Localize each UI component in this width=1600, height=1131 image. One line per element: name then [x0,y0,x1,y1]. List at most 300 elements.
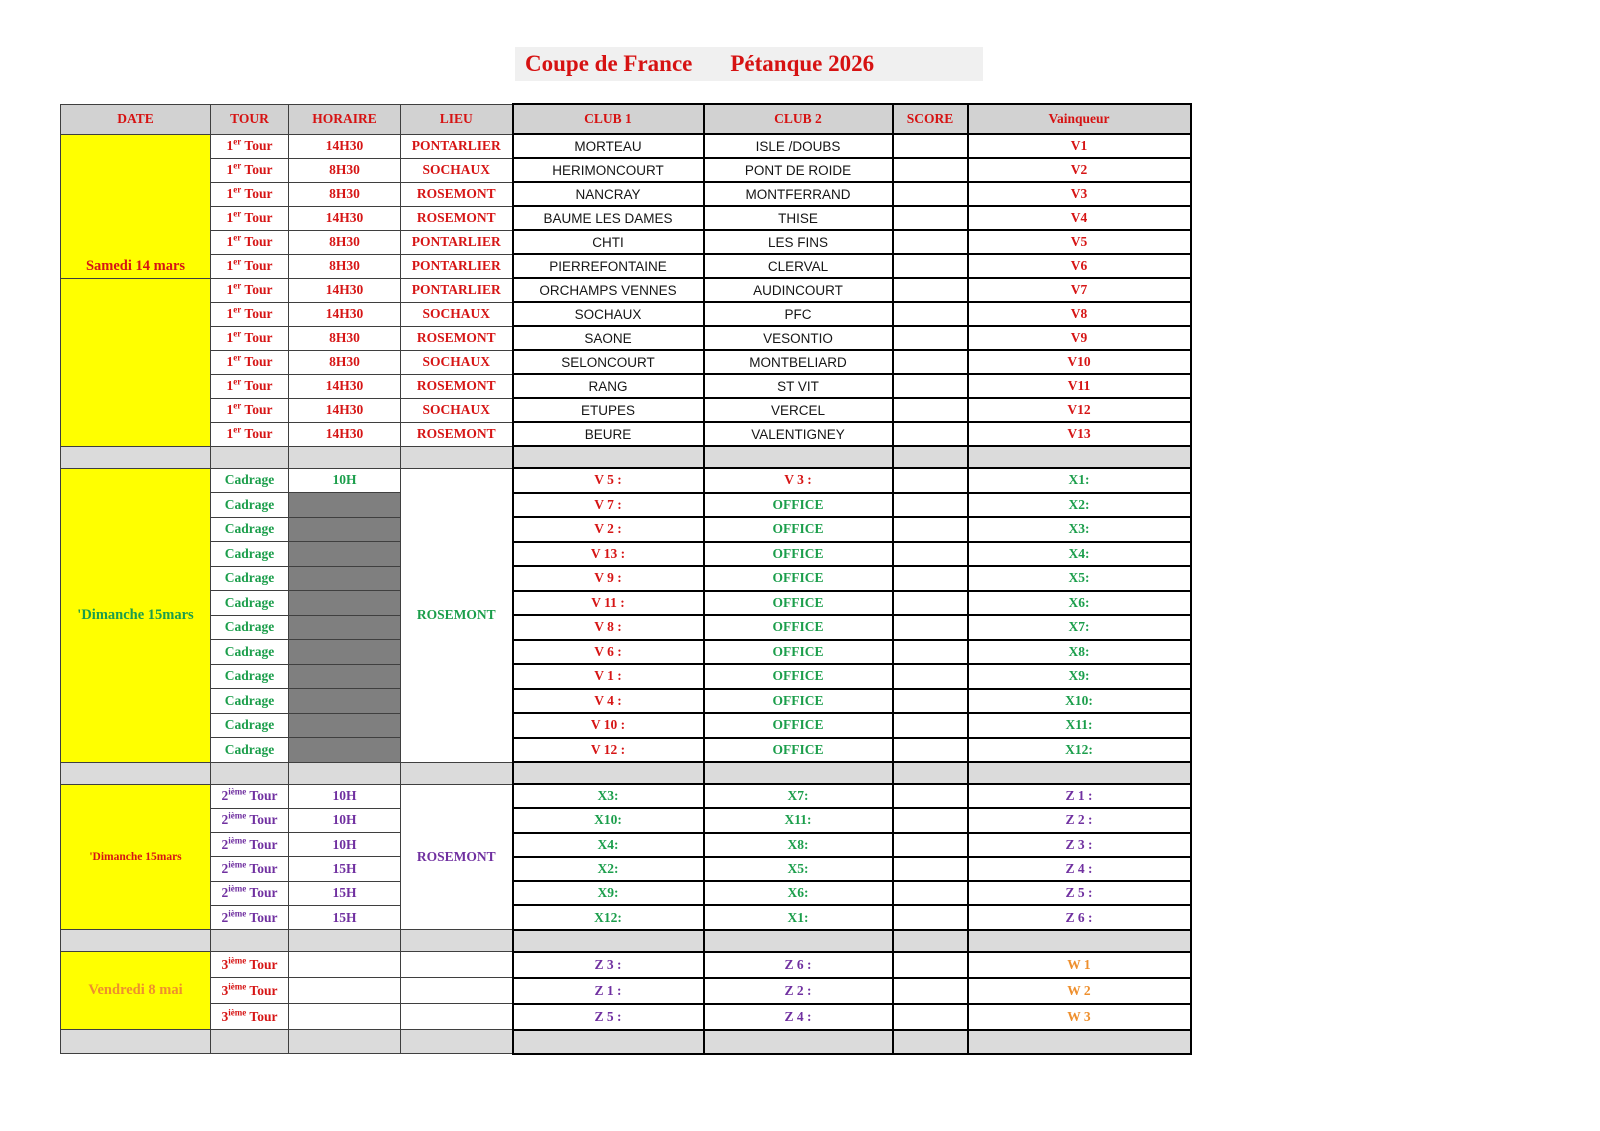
vainqueur-cell: V1 [968,134,1191,158]
title-left: Coupe de France [525,51,693,76]
tour-cell: 1er Tour [211,254,289,278]
lieu-cell: PONTARLIER [401,134,513,158]
separator-cell [211,762,289,784]
tour-cell: Cadrage [211,738,289,763]
tour-cell: 3ième Tour [211,952,289,978]
vainqueur-cell: V11 [968,374,1191,398]
score-cell [893,738,968,763]
header-cell-lieu: LIEU [401,104,513,134]
vainqueur-cell: V12 [968,398,1191,422]
table-row [61,640,1191,665]
club2-cell: THISE [704,206,893,230]
horaire-cell: 15H [289,857,401,881]
tour-cell: Cadrage [211,468,289,493]
tour-cell: Cadrage [211,591,289,616]
horaire-cell: 14H30 [289,398,401,422]
club1-cell: V 4 : [513,689,704,714]
header-cell-date: DATE [61,104,211,134]
club1-cell: X10: [513,808,704,832]
club1-cell: V 13 : [513,542,704,567]
club1-cell: X9: [513,881,704,905]
horaire-cell: 10H [289,833,401,857]
club2-cell: OFFICE [704,640,893,665]
date-cell: 'Dimanche 15mars [61,468,211,762]
lieu-cell: ROSEMONT [401,374,513,398]
lieu-cell: PONTARLIER [401,254,513,278]
score-cell [893,689,968,714]
vainqueur-cell: X5: [968,566,1191,591]
score-cell [893,566,968,591]
club1-cell: MORTEAU [513,134,704,158]
lieu-cell: ROSEMONT [401,784,513,930]
horaire-cell [289,952,401,978]
tour-cell: 2ième Tour [211,905,289,929]
tour-cell: 2ième Tour [211,833,289,857]
club2-cell: OFFICE [704,517,893,542]
club1-cell: V 10 : [513,713,704,738]
tour-cell: Cadrage [211,517,289,542]
horaire-cell: 14H30 [289,206,401,230]
table-row [61,566,1191,591]
club1-cell: Z 3 : [513,952,704,978]
club2-cell: X5: [704,857,893,881]
table-row [61,784,1191,808]
header-cell-horaire: HORAIRE [289,104,401,134]
club2-cell: VERCEL [704,398,893,422]
vainqueur-cell: X8: [968,640,1191,665]
separator-cell [211,1030,289,1054]
club1-cell: Z 5 : [513,1004,704,1030]
score-cell [893,952,968,978]
score-cell [893,398,968,422]
club1-cell: X4: [513,833,704,857]
table-row [61,468,1191,493]
vainqueur-cell: W 1 [968,952,1191,978]
score-cell [893,278,968,302]
separator-cell [968,762,1191,784]
title-right: Pétanque 2026 [730,51,875,76]
horaire-cell: 10H [289,808,401,832]
table-row [61,326,1191,350]
club2-cell: ST VIT [704,374,893,398]
page-title [515,47,983,81]
club2-cell: X7: [704,784,893,808]
horaire-cell [289,978,401,1004]
lieu-cell: PONTARLIER [401,278,513,302]
separator-cell [893,762,968,784]
vainqueur-cell: V5 [968,230,1191,254]
separator-cell [211,930,289,952]
separator-cell [61,762,211,784]
horaire-cell: 15H [289,881,401,905]
club2-cell: V 3 : [704,468,893,493]
table-row [61,254,1191,278]
score-cell [893,350,968,374]
table-row [61,302,1191,326]
separator-row [61,762,1191,784]
separator-cell [289,930,401,952]
tour-cell: 1er Tour [211,158,289,182]
horaire-cell: 8H30 [289,230,401,254]
separator-cell [968,930,1191,952]
club2-cell: PFC [704,302,893,326]
tour-cell: 1er Tour [211,206,289,230]
club2-cell: X11: [704,808,893,832]
vainqueur-cell: Z 6 : [968,905,1191,929]
club2-cell: MONTBELIARD [704,350,893,374]
separator-cell [893,1030,968,1054]
lieu-cell: SOCHAUX [401,350,513,374]
separator-cell [704,446,893,468]
score-cell [893,808,968,832]
score-cell [893,713,968,738]
horaire-cell: 14H30 [289,278,401,302]
club1-cell: X2: [513,857,704,881]
club1-cell: V 5 : [513,468,704,493]
table-row [61,206,1191,230]
table-row [61,713,1191,738]
table-row [61,591,1191,616]
club1-cell: ORCHAMPS VENNES [513,278,704,302]
tour-cell: 3ième Tour [211,978,289,1004]
vainqueur-cell: Z 1 : [968,784,1191,808]
separator-cell [513,446,704,468]
club1-cell: SOCHAUX [513,302,704,326]
score-cell [893,254,968,278]
club2-cell: VESONTIO [704,326,893,350]
vainqueur-cell: X10: [968,689,1191,714]
lieu-cell: ROSEMONT [401,206,513,230]
tour-cell: 2ième Tour [211,808,289,832]
club1-cell: SELONCOURT [513,350,704,374]
horaire-cell: 8H30 [289,158,401,182]
header-cell-tour: TOUR [211,104,289,134]
club2-cell: OFFICE [704,493,893,518]
horaire-cell: 15H [289,905,401,929]
tour-cell: Cadrage [211,493,289,518]
vainqueur-cell: V13 [968,422,1191,446]
lieu-cell: ROSEMONT [401,182,513,206]
tour-cell: Cadrage [211,640,289,665]
tour-cell: Cadrage [211,689,289,714]
score-cell [893,493,968,518]
table-row [61,1004,1191,1030]
club1-cell: NANCRAY [513,182,704,206]
date-cell: 'Dimanche 15mars [61,784,211,930]
table-row [61,350,1191,374]
score-cell [893,833,968,857]
vainqueur-cell: V3 [968,182,1191,206]
separator-cell [401,930,513,952]
vainqueur-cell: X2: [968,493,1191,518]
vainqueur-cell: X6: [968,591,1191,616]
score-cell [893,158,968,182]
tour-cell: 2ième Tour [211,857,289,881]
club1-cell: X12: [513,905,704,929]
tour-cell: 1er Tour [211,326,289,350]
table-row [61,905,1191,929]
horaire-cell [289,591,401,616]
table-row [61,978,1191,1004]
vainqueur-cell: Z 2 : [968,808,1191,832]
separator-cell [401,1030,513,1054]
horaire-cell: 8H30 [289,182,401,206]
score-cell [893,206,968,230]
table-row [61,493,1191,518]
vainqueur-cell: X4: [968,542,1191,567]
score-cell [893,134,968,158]
vainqueur-cell: V8 [968,302,1191,326]
separator-row [61,930,1191,952]
club2-cell: X8: [704,833,893,857]
score-cell [893,468,968,493]
horaire-cell [289,493,401,518]
club2-cell: PONT DE ROIDE [704,158,893,182]
club2-cell: Z 2 : [704,978,893,1004]
table-row [61,664,1191,689]
date-cell: Samedi 14 mars [61,134,211,278]
club2-cell: X6: [704,881,893,905]
horaire-cell [289,1004,401,1030]
club1-cell: V 7 : [513,493,704,518]
vainqueur-cell: Z 3 : [968,833,1191,857]
club2-cell: OFFICE [704,566,893,591]
tour-cell: 1er Tour [211,182,289,206]
club2-cell: OFFICE [704,738,893,763]
vainqueur-cell: X9: [968,664,1191,689]
tour-cell: Cadrage [211,615,289,640]
club1-cell: HERIMONCOURT [513,158,704,182]
separator-cell [704,1030,893,1054]
table-row [61,422,1191,446]
table-row [61,517,1191,542]
separator-cell [513,1030,704,1054]
score-cell [893,978,968,1004]
club1-cell: ETUPES [513,398,704,422]
club1-cell: RANG [513,374,704,398]
horaire-cell [289,689,401,714]
club1-cell: V 11 : [513,591,704,616]
separator-cell [513,930,704,952]
club2-cell: ISLE /DOUBS [704,134,893,158]
score-cell [893,302,968,326]
horaire-cell [289,738,401,763]
vainqueur-cell: V4 [968,206,1191,230]
club1-cell: Z 1 : [513,978,704,1004]
table-row [61,374,1191,398]
separator-cell [61,446,211,468]
score-cell [893,326,968,350]
score-cell [893,591,968,616]
separator-cell [968,446,1191,468]
club1-cell: BEURE [513,422,704,446]
tour-cell: Cadrage [211,542,289,567]
horaire-cell [289,566,401,591]
separator-cell [704,930,893,952]
tour-cell: 1er Tour [211,278,289,302]
vainqueur-cell: X1: [968,468,1191,493]
score-cell [893,1004,968,1030]
separator-cell [893,446,968,468]
club2-cell: OFFICE [704,713,893,738]
tour-cell: 2ième Tour [211,881,289,905]
vainqueur-cell: Z 5 : [968,881,1191,905]
horaire-cell [289,615,401,640]
table-row [61,738,1191,763]
tour-cell: 1er Tour [211,398,289,422]
horaire-cell: 14H30 [289,422,401,446]
score-cell [893,517,968,542]
horaire-cell: 8H30 [289,350,401,374]
separator-cell [289,446,401,468]
vainqueur-cell: X7: [968,615,1191,640]
table-row [61,230,1191,254]
tour-cell: Cadrage [211,713,289,738]
score-cell [893,182,968,206]
club1-cell: V 12 : [513,738,704,763]
score-cell [893,905,968,929]
score-cell [893,640,968,665]
lieu-cell: SOCHAUX [401,398,513,422]
tour-cell: 1er Tour [211,350,289,374]
score-cell [893,615,968,640]
club1-cell: V 8 : [513,615,704,640]
table-row [61,689,1191,714]
tour-cell: 3ième Tour [211,1004,289,1030]
separator-cell [61,930,211,952]
table-row [61,278,1191,302]
horaire-cell: 14H30 [289,134,401,158]
score-cell [893,374,968,398]
score-cell [893,422,968,446]
separator-cell [401,446,513,468]
horaire-cell [289,517,401,542]
table-row [61,542,1191,567]
club2-cell: LES FINS [704,230,893,254]
vainqueur-cell: V10 [968,350,1191,374]
lieu-cell: ROSEMONT [401,326,513,350]
club2-cell: VALENTIGNEY [704,422,893,446]
header-cell-club2: CLUB 2 [704,104,893,134]
club2-cell: X1: [704,905,893,929]
separator-cell [704,762,893,784]
date-cell: Vendredi 8 mai [61,952,211,1030]
header-cell-club1: CLUB 1 [513,104,704,134]
horaire-cell: 8H30 [289,254,401,278]
horaire-cell [289,664,401,689]
vainqueur-cell: W 3 [968,1004,1191,1030]
separator-cell [61,1030,211,1054]
lieu-cell [401,978,513,1004]
club2-cell: AUDINCOURT [704,278,893,302]
table-row [61,398,1191,422]
vainqueur-cell: V7 [968,278,1191,302]
separator-cell [893,930,968,952]
score-cell [893,664,968,689]
score-cell [893,857,968,881]
tour-cell: Cadrage [211,664,289,689]
lieu-cell: ROSEMONT [401,422,513,446]
table-row [61,952,1191,978]
horaire-cell [289,640,401,665]
separator-row [61,1030,1191,1054]
table-row [61,857,1191,881]
separator-cell [513,762,704,784]
score-cell [893,784,968,808]
tour-cell: 2ième Tour [211,784,289,808]
horaire-cell: 14H30 [289,302,401,326]
tour-cell: 1er Tour [211,374,289,398]
tour-cell: 1er Tour [211,422,289,446]
vainqueur-cell: X12: [968,738,1191,763]
club2-cell: MONTFERRAND [704,182,893,206]
tour-cell: 1er Tour [211,230,289,254]
club2-cell: OFFICE [704,615,893,640]
vainqueur-cell: V9 [968,326,1191,350]
header-cell-score: SCORE [893,104,968,134]
score-cell [893,881,968,905]
table-row [61,134,1191,158]
club2-cell: OFFICE [704,689,893,714]
tour-cell: 1er Tour [211,134,289,158]
vainqueur-cell: W 2 [968,978,1191,1004]
horaire-cell: 10H [289,784,401,808]
horaire-cell: 10H [289,468,401,493]
date-cell [61,278,211,446]
club1-cell: PIERREFONTAINE [513,254,704,278]
vainqueur-cell: V6 [968,254,1191,278]
horaire-cell [289,542,401,567]
vainqueur-cell: X11: [968,713,1191,738]
club1-cell: V 6 : [513,640,704,665]
separator-cell [211,446,289,468]
club2-cell: OFFICE [704,591,893,616]
table-row [61,182,1191,206]
separator-cell [289,1030,401,1054]
table-row [61,615,1191,640]
club1-cell: V 9 : [513,566,704,591]
club2-cell: Z 4 : [704,1004,893,1030]
vainqueur-cell: X3: [968,517,1191,542]
table-row [61,808,1191,832]
club1-cell: V 1 : [513,664,704,689]
club1-cell: V 2 : [513,517,704,542]
horaire-cell [289,713,401,738]
tour-cell: 1er Tour [211,302,289,326]
club2-cell: Z 6 : [704,952,893,978]
header-row [61,104,1191,134]
table-row [61,881,1191,905]
separator-cell [289,762,401,784]
club1-cell: X3: [513,784,704,808]
table-row [61,158,1191,182]
lieu-cell [401,1004,513,1030]
lieu-cell: PONTARLIER [401,230,513,254]
lieu-cell: SOCHAUX [401,302,513,326]
separator-cell [968,1030,1191,1054]
lieu-cell: SOCHAUX [401,158,513,182]
header-cell-vainqueur: Vainqueur [968,104,1191,134]
club1-cell: CHTI [513,230,704,254]
vainqueur-cell: V2 [968,158,1191,182]
schedule-table [60,103,1192,1055]
club1-cell: SAONE [513,326,704,350]
vainqueur-cell: Z 4 : [968,857,1191,881]
club2-cell: OFFICE [704,542,893,567]
club2-cell: OFFICE [704,664,893,689]
tour-cell: Cadrage [211,566,289,591]
table-row [61,833,1191,857]
